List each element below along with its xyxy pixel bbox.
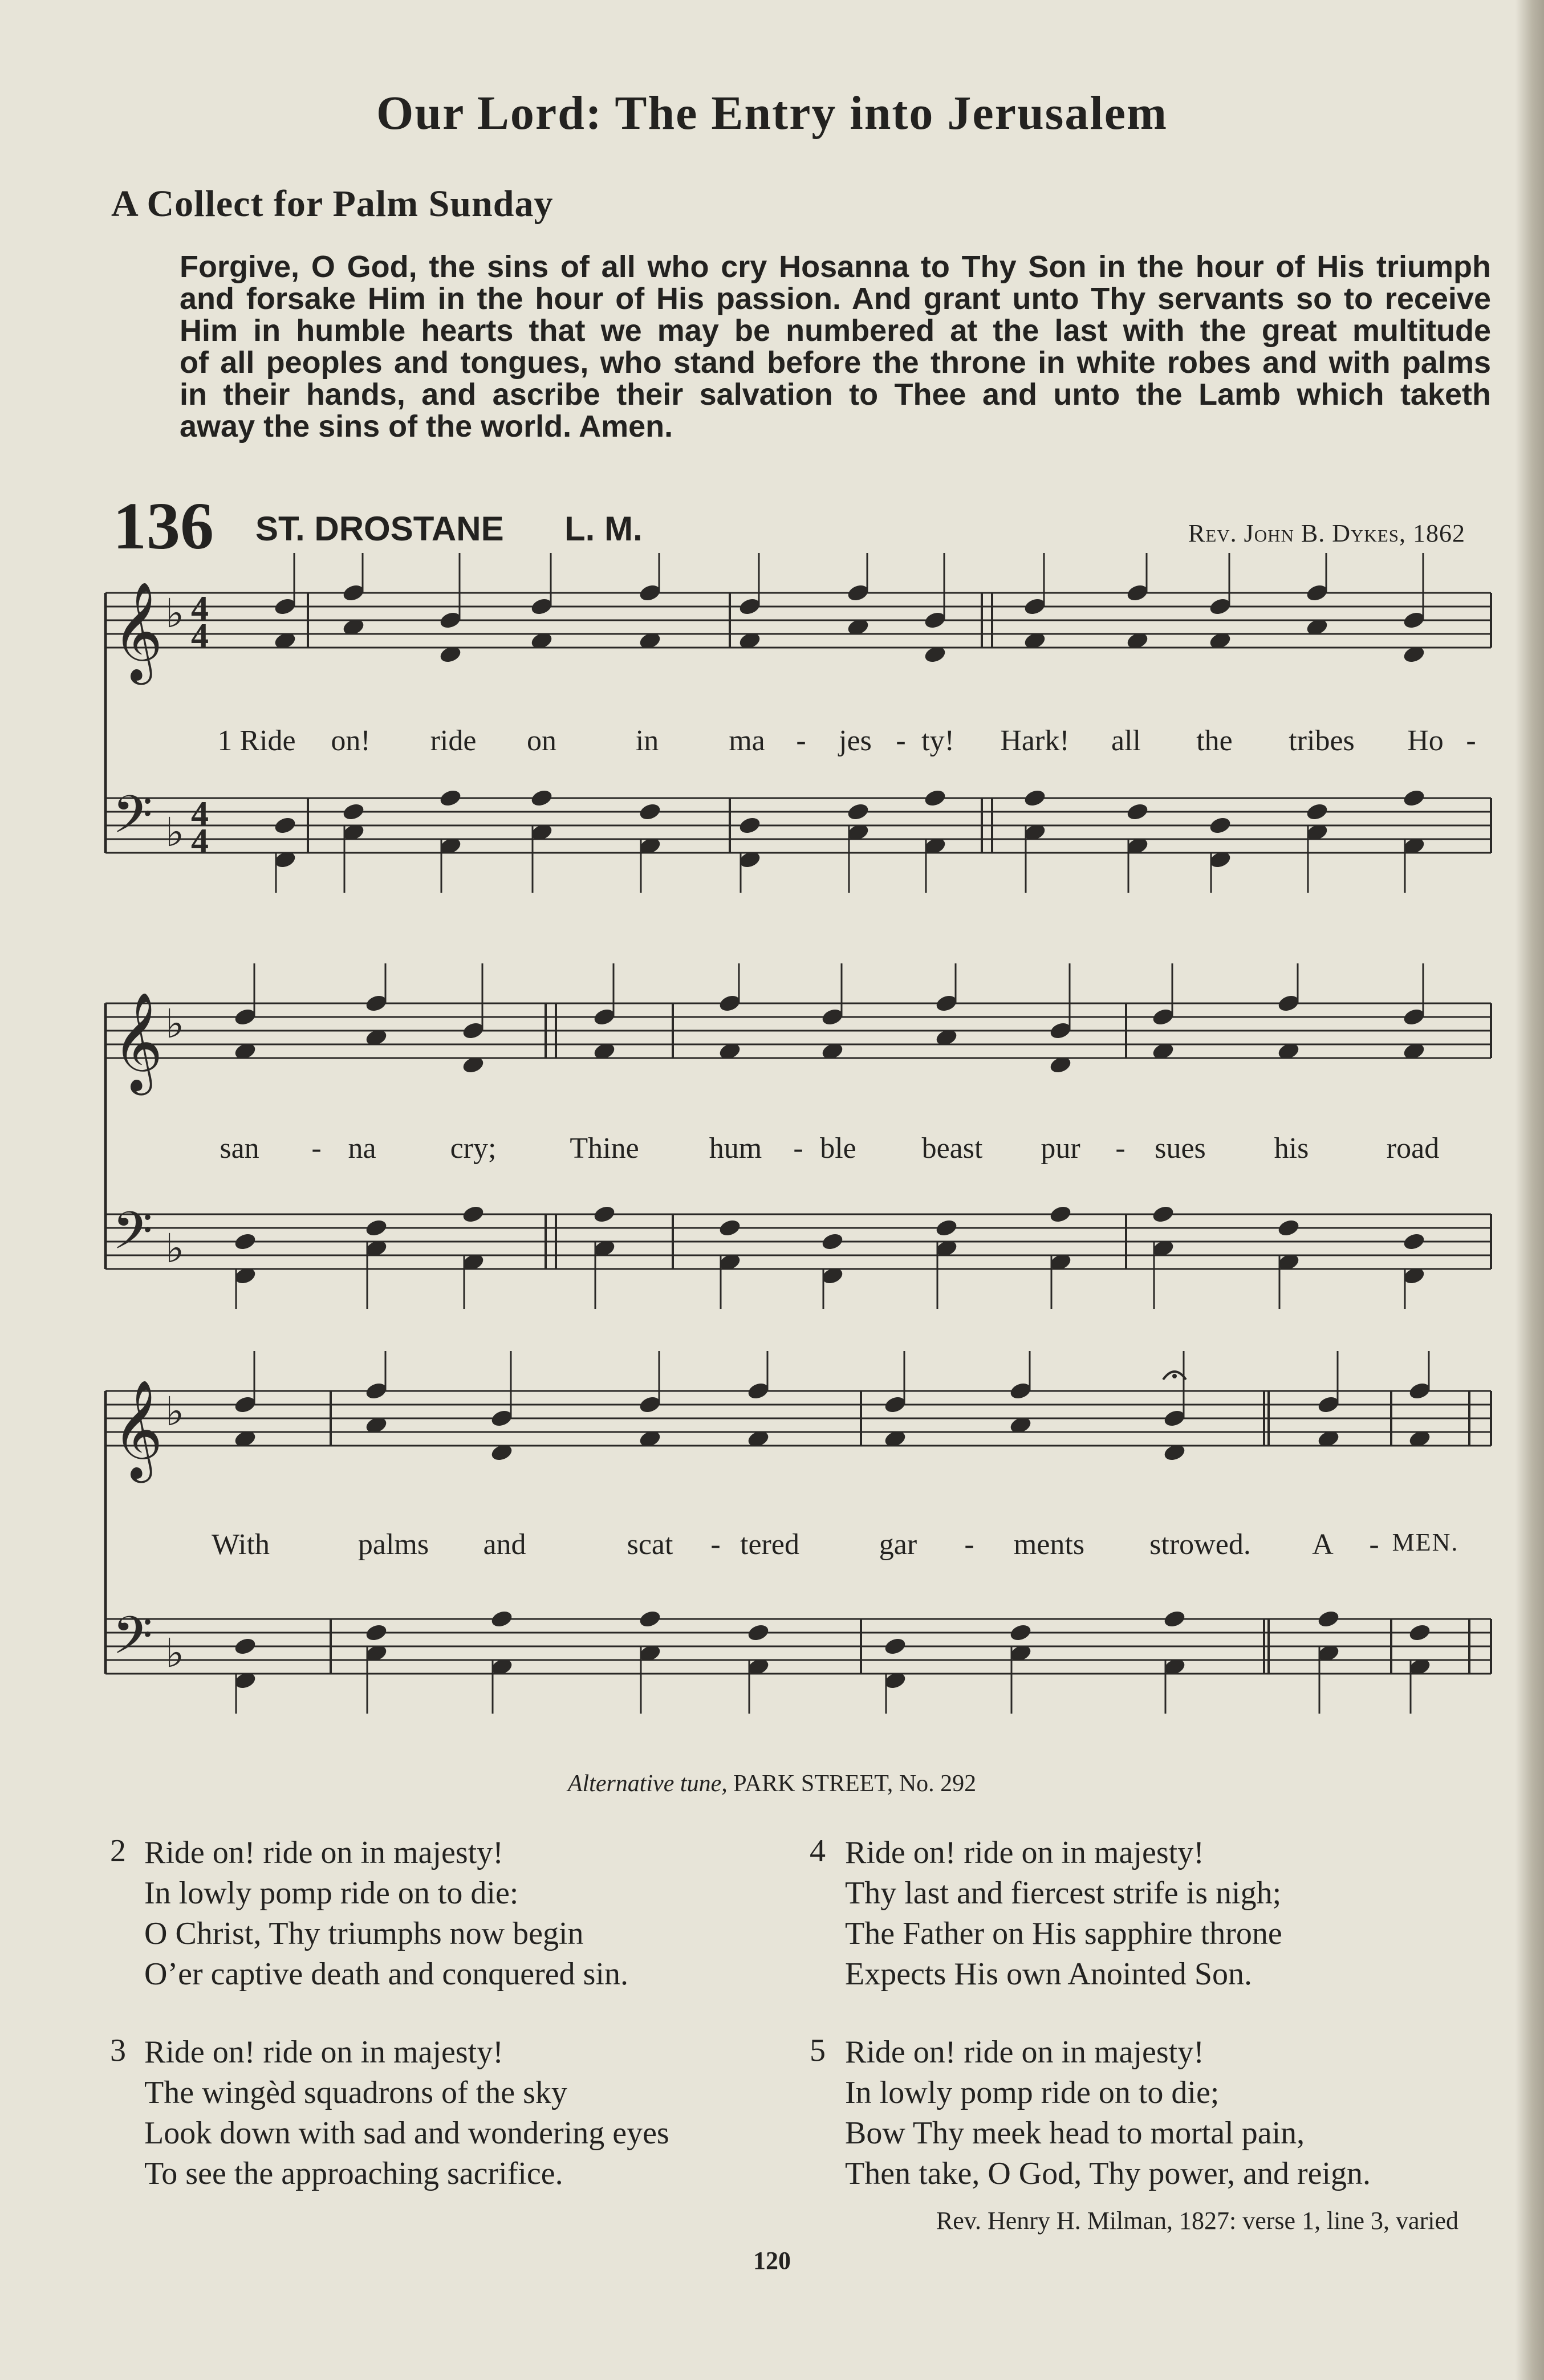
note-head [364, 1622, 388, 1643]
lyric-syllable: in [635, 725, 659, 757]
collect-line: Forgive, O God, the sins of all who cry Hosanna to Thy Son in the hour of His triumph [180, 250, 1491, 284]
note-head [934, 1218, 958, 1238]
lyric-syllable: palms [357, 1528, 429, 1561]
note-head [530, 788, 554, 808]
verse-line: Then take, O God, Thy power, and reign. [845, 2156, 1371, 2191]
lyric-hyphen: - [710, 1528, 721, 1561]
alternative-tune-number: No. 292 [899, 1771, 977, 1797]
lyric-syllable: and [483, 1528, 526, 1561]
lyric-syllable: tered [740, 1528, 799, 1561]
lyric-syllable: ble [820, 1132, 856, 1165]
note-head [1023, 788, 1047, 808]
note-head [638, 802, 662, 822]
lyric-syllable: ty! [921, 725, 954, 757]
note-head [273, 815, 297, 836]
time-signature: 4 [191, 822, 209, 861]
treble-clef-icon: 𝄞 [112, 581, 163, 681]
lyric-syllable: Ho [1407, 725, 1444, 757]
lyric-syllable: the [1196, 725, 1233, 757]
note-head [233, 1636, 257, 1657]
flat-icon: ♭ [165, 590, 185, 637]
lyric-syllable: Hark! [1000, 725, 1070, 757]
note-head [1408, 1622, 1432, 1643]
time-signature: 4 [191, 589, 209, 628]
flat-icon: ♭ [165, 1225, 185, 1272]
lyric-syllable: sues [1155, 1132, 1206, 1165]
lyric-syllable: pur [1041, 1132, 1080, 1165]
verse-2 [144, 1833, 628, 1995]
section-title: Our Lord: The Entry into Jerusalem [376, 87, 1168, 140]
bass-clef-icon: 𝄢 [112, 784, 153, 857]
page-number: 120 [753, 2247, 791, 2275]
verse-number: 3 [110, 2033, 126, 2068]
verse-line: Ride on! ride on in majesty! [845, 1835, 1204, 1870]
note-head [364, 1218, 388, 1238]
note-head [1049, 1204, 1072, 1224]
lyric-hyphen: - [1466, 725, 1476, 757]
tune-name: ST. DROSTANE [255, 510, 504, 548]
note-head [1402, 788, 1426, 808]
lyric-syllable: jes [839, 725, 872, 757]
lyric-syllable: gar [879, 1528, 917, 1561]
treble-clef-icon: 𝄞 [112, 992, 163, 1091]
time-signature: 4 [191, 795, 209, 833]
alternative-tune-note [0, 1770, 1544, 1797]
note-head [1402, 1231, 1426, 1252]
lyric-hyphen: - [1369, 1528, 1379, 1561]
flat-icon: ♭ [165, 1630, 185, 1677]
collect-line: in their hands, and ascribe their salvation to Thee and unto the Lamb which taketh [180, 377, 1491, 412]
collect-line: Him in humble hearts that we may be numbered at the last with the great multitude [180, 314, 1491, 348]
verse-line: Expects His own Anointed Son. [845, 1956, 1252, 1992]
verse-line: Ride on! ride on in majesty! [144, 1835, 503, 1870]
verse-line: The wingèd squadrons of the sky [144, 2075, 567, 2110]
bass-clef-icon: 𝄢 [112, 1605, 153, 1678]
lyric-syllable: 1 Ride [217, 725, 296, 757]
note-head [1163, 1609, 1187, 1629]
collect-line: away the sins of the world. Amen. [180, 409, 673, 444]
flat-icon: ♭ [165, 809, 185, 856]
lyric-syllable: Thine [570, 1132, 639, 1165]
lyric-syllable: ma [729, 725, 765, 757]
lyric-syllable: ride [430, 725, 477, 757]
verse-line: Ride on! ride on in majesty! [845, 2035, 1204, 2070]
note-head [1009, 1622, 1033, 1643]
lyric-syllable: hum [709, 1132, 762, 1165]
lyric-syllable: cry; [450, 1132, 497, 1165]
flat-icon: ♭ [165, 1000, 185, 1047]
lyric-syllable: san [220, 1132, 259, 1165]
verse-line: In lowly pomp ride on to die; [845, 2075, 1220, 2110]
verse-number: 5 [810, 2033, 826, 2068]
lyric-syllable: scat [627, 1528, 673, 1561]
lyric-syllable: tribes [1289, 725, 1355, 757]
collect-line: and forsake Him in the hour of His passion. And grant unto Thy servants so to receive [180, 282, 1491, 316]
alternative-tune-name: PARK STREET, [733, 1771, 893, 1797]
note-head [1208, 815, 1232, 836]
note-head [1317, 1609, 1340, 1629]
lyric-hyphen: - [964, 1528, 974, 1561]
verse-number: 4 [810, 1833, 826, 1869]
verse-line: Ride on! ride on in majesty! [144, 2035, 503, 2070]
lyric-syllable: his [1274, 1132, 1309, 1165]
lyric-hyphen: - [311, 1132, 322, 1165]
verse-line: To see the approaching sacrifice. [144, 2156, 563, 2191]
note-head [592, 1204, 616, 1224]
verse-5 [845, 2032, 1371, 2194]
flat-icon: ♭ [165, 1388, 185, 1435]
verse-line: Look down with sad and wondering eyes [144, 2115, 669, 2151]
collect-line: of all peoples and tongues, who stand before the throne in white robes and with palms [180, 345, 1491, 380]
verse-line: Bow Thy meek head to mortal pain, [845, 2115, 1305, 2151]
note-head [1305, 802, 1329, 822]
lyric-syllable: beast [921, 1132, 983, 1165]
note-head [883, 1636, 907, 1657]
note-head [342, 802, 365, 822]
time-signature: 4 [191, 617, 209, 656]
note-head [233, 1231, 257, 1252]
bass-clef-icon: 𝄢 [112, 1201, 153, 1274]
verse-line: The Father on His sapphire throne [845, 1916, 1282, 1951]
verse-number: 2 [110, 1833, 126, 1869]
composer: Rev. John B. Dykes, 1862 [1188, 519, 1465, 547]
lyric-syllable: road [1386, 1132, 1440, 1165]
verse-line: Thy last and fiercest strife is nigh; [845, 1875, 1282, 1911]
verse-4 [845, 1833, 1282, 1995]
note-head [1277, 1218, 1301, 1238]
note-head [638, 1609, 662, 1629]
lyric-syllable: A [1312, 1528, 1334, 1561]
note-head [438, 788, 462, 808]
collect-title: A Collect for Palm Sunday [111, 183, 554, 225]
lyric-syllable: ments [1013, 1528, 1085, 1561]
note-head [923, 788, 947, 808]
note-head [461, 1204, 485, 1224]
verse-3 [144, 2032, 669, 2194]
verse-line: O’er captive death and conquered sin. [144, 1956, 628, 1992]
lyric-syllable: on [527, 725, 556, 757]
lyric-syllable: MEN. [1392, 1528, 1459, 1556]
note-head [846, 802, 870, 822]
hymn-meter: L. M. [564, 510, 643, 548]
lyric-syllable: all [1111, 725, 1141, 757]
lyric-syllable: strowed. [1149, 1528, 1251, 1561]
lyric-hyphen: - [793, 1132, 803, 1165]
lyric-syllable: na [348, 1132, 376, 1165]
verse-line: In lowly pomp ride on to die: [144, 1875, 519, 1911]
treble-clef-icon: 𝄞 [112, 1380, 163, 1479]
alternative-tune-label: Alternative tune, [567, 1771, 728, 1797]
hymn-author: Rev. Henry H. Milman, 1827: verse 1, line 3, varied [936, 2207, 1458, 2235]
fermata-dot [1172, 1374, 1177, 1378]
note-head [1126, 802, 1149, 822]
note-head [490, 1609, 514, 1629]
lyric-syllable: With [212, 1528, 270, 1561]
note-head [738, 815, 762, 836]
verse-line: O Christ, Thy triumphs now begin [144, 1916, 584, 1951]
note-head [746, 1622, 770, 1643]
note-head [1151, 1204, 1175, 1224]
note-head [718, 1218, 742, 1238]
lyric-syllable: on! [331, 725, 371, 757]
hymn-number: 136 [113, 489, 214, 563]
lyric-hyphen: - [896, 725, 906, 757]
note-head [820, 1231, 844, 1252]
lyric-hyphen: - [796, 725, 806, 757]
lyric-hyphen: - [1115, 1132, 1126, 1165]
